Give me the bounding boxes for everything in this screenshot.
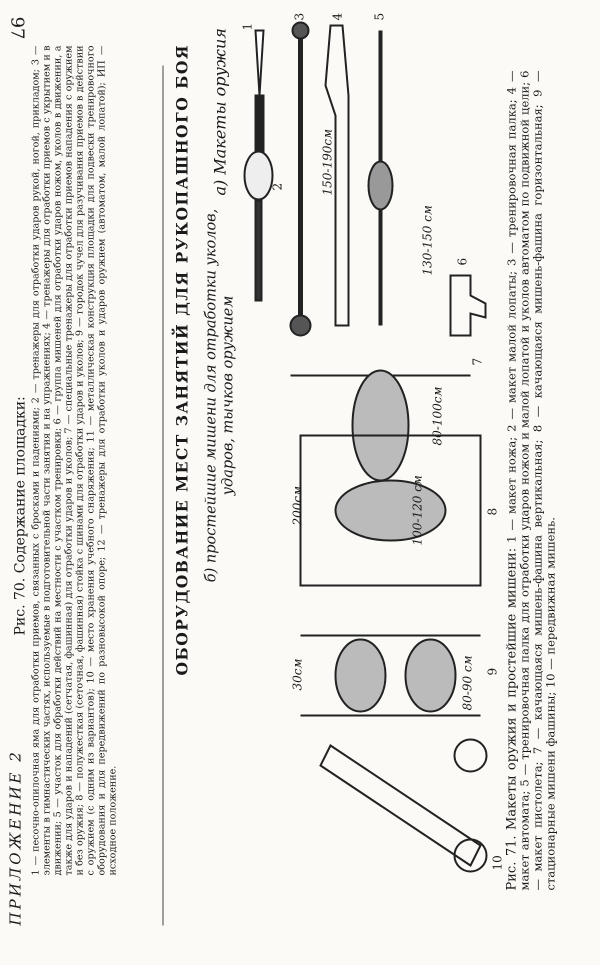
dim-label-5: 100-120 см [410,474,424,545]
page-number: 97 [6,16,27,39]
mobile-target [320,739,486,871]
shovel-mockup [244,151,272,300]
fascine-target-stationary [300,635,480,715]
item-number-5: 5 [372,12,386,20]
dim-label-2: 130-150 см [420,204,434,275]
dim-label-7: 80-90 см [460,654,474,710]
item-number-4: 4 [330,12,344,20]
appendix-label: ПРИЛОЖЕНИЕ 2 [6,748,24,925]
dim-label-4: 200см [290,485,304,525]
section-a-heading: а) Макеты оружия [210,27,229,195]
item-number-6: 6 [455,257,469,265]
dim-label-6: 30см [290,658,304,690]
item-number-3: 3 [292,12,306,20]
pistol-mockup [450,275,485,335]
item-number-1: 1 [240,22,254,30]
knife-mockup [255,30,263,165]
fig70-legend: 1 — песочно-опилочная яма для отработки приемов, связанных с бросками и падениями; 2 — тренажеры для отработки ударов рукой, ногой, прикладом; 3 — элементы в гимнастических частях, используемые в подготовительной части занятия и на упражнениях; 4 — тренажеры для отработки приемов с укрытием и в движении; 5 — участок для обработки действий на местности с участком тренировки; 6 — группа мишеней для отработки ударов ножом, уколов в движении, а также для ударов и нападений (сетчатая, фашинная) для отработки ударов и уколов; 7 — специальные тренажеры для отработки приемов нападения с оружием и без оружия; 8 — полужесткая (сеточная, фашинная) стойка с шинами для отработки ударов и уколов; 9 — городок чучел для разучивания приемов в действии с оружием (с одним из вариантов); 10 — место хранения учебного снаряжения; 11 — металлическая конструкция площадки для подвески тренировочного оборудования и для передвижений по разновысокой опоре; 12 — тренажеры для отработки уколов и ударов оружием (автоматом, малой лопатой); ИП — исходное положение. [30,45,118,875]
fig71-title: Рис. 71. Макеты оружия и простейшие мишени: [504,547,519,890]
item-number-9: 9 [485,667,499,675]
item-number-10: 10 [490,854,504,870]
dim-label-1: 150-190см [320,128,334,195]
item-number-7: 7 [470,357,484,365]
item-number-8: 8 [485,507,499,515]
fig70-title: Рис. 70. Содержание площадки: [12,395,28,635]
main-heading: ОБОРУДОВАНИЕ МЕСТ ЗАНЯТИЙ ДЛЯ РУКОПАШНОГО БОЯ [172,43,191,675]
fig71-caption [505,70,557,890]
section-b-heading: б) простейшие мишени для отработки уколов, ударов, тычков оружием [203,208,236,582]
dim-label-3: 80-100см [430,386,444,445]
fig71-legend: 1 — макет ножа; 2 — макет малой лопаты; 3 — тренировочная палка; 4 — макет автомата; 5 — тренировочная палка для отработки ударов ножом и малой лопатой и уколов автоматом по подвижной цели; 6 — макет пистолета; 7 — качающаяся мишень-фашина вертикальная; 8 — качающаяся мишень-фашина горизонтальная; 9 — стационарные мишени фашины; 10 — передвижная мишень. [504,70,557,890]
item-number-2: 2 [270,182,284,190]
